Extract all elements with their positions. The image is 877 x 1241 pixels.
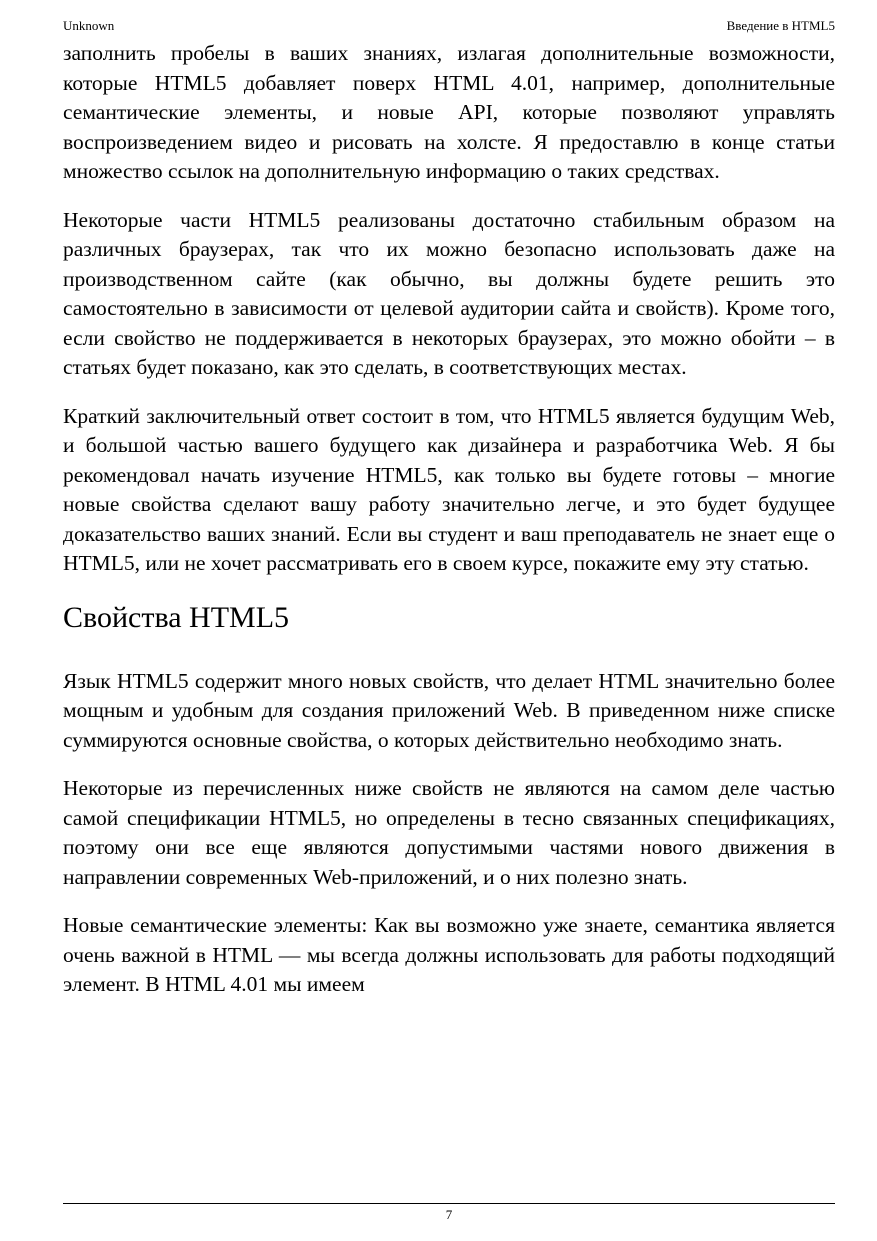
section-heading: Свойства HTML5 [63,600,290,634]
paragraph-related-specs: Некоторые из перечисленных ниже свойств не являются на самом деле частью самой спецификации HTML5, но определены в тесно связанных спецификациях, поэтому они все еще являются допустимыми частями нового движения в направлении современных Web-приложений, и о них полезно знать. [63,776,835,889]
page-content [63,39,835,1019]
page-header [63,17,835,35]
paragraph-features-intro: Язык HTML5 содержит много новых свойств, что делает HTML значительно более мощным и удобным для создания приложений Web. В приведенном ниже списке суммируются основные свойства, о которых действительно необходимо знать. [63,668,835,752]
header-author: Unknown [63,18,115,33]
page-number: 7 [445,1207,453,1222]
header-title: Введение в HTML5 [726,18,835,33]
footer-divider [63,1203,835,1204]
paragraph-conclusion: Краткий заключительный ответ состоит в том, что HTML5 является будущим Web, и большой частью вашего будущего как дизайнера и разработчика Web. Я бы рекомендовал начать изучение HTML5, как только вы будете готовы – многие новые свойства сделают вашу работу значительно легче, и это будет будущее доказательство ваших знаний. Если вы студент и ваш преподаватель не знает еще о HTML5, или не хочет рассматривать его в своем курсе, покажите ему эту статью. [63,403,835,575]
paragraph-semantic-elements: Новые семантические элементы: Как вы возможно уже знаете, семантика является очень важной в HTML — мы всегда должны использовать для работы подходящий элемент. В HTML 4.01 мы имеем [63,913,835,996]
paragraph-continuation: заполнить пробелы в ваших знаниях, излагая дополнительные возможности, которые HTML5 добавляет поверх HTML 4.01, например, дополнительные семантические элементы, и новые API, которые позволяют управлять воспроизведением видео и рисовать на холсте. Я предоставлю в конце статьи множество ссылок на дополнительную информацию о таких средствах. [63,41,835,183]
paragraph-browser-support: Некоторые части HTML5 реализованы достаточно стабильным образом на различных браузерах, так что их можно безопасно использовать даже на производственном сайте (как обычно, вы должны будете решить это самостоятельно в зависимости от целевой аудитории сайта и свойств). Кроме того, если свойство не поддерживается в некоторых браузерах, это можно обойти – в статьях будет показано, как это сделать, в соответствующих местах. [63,207,835,379]
